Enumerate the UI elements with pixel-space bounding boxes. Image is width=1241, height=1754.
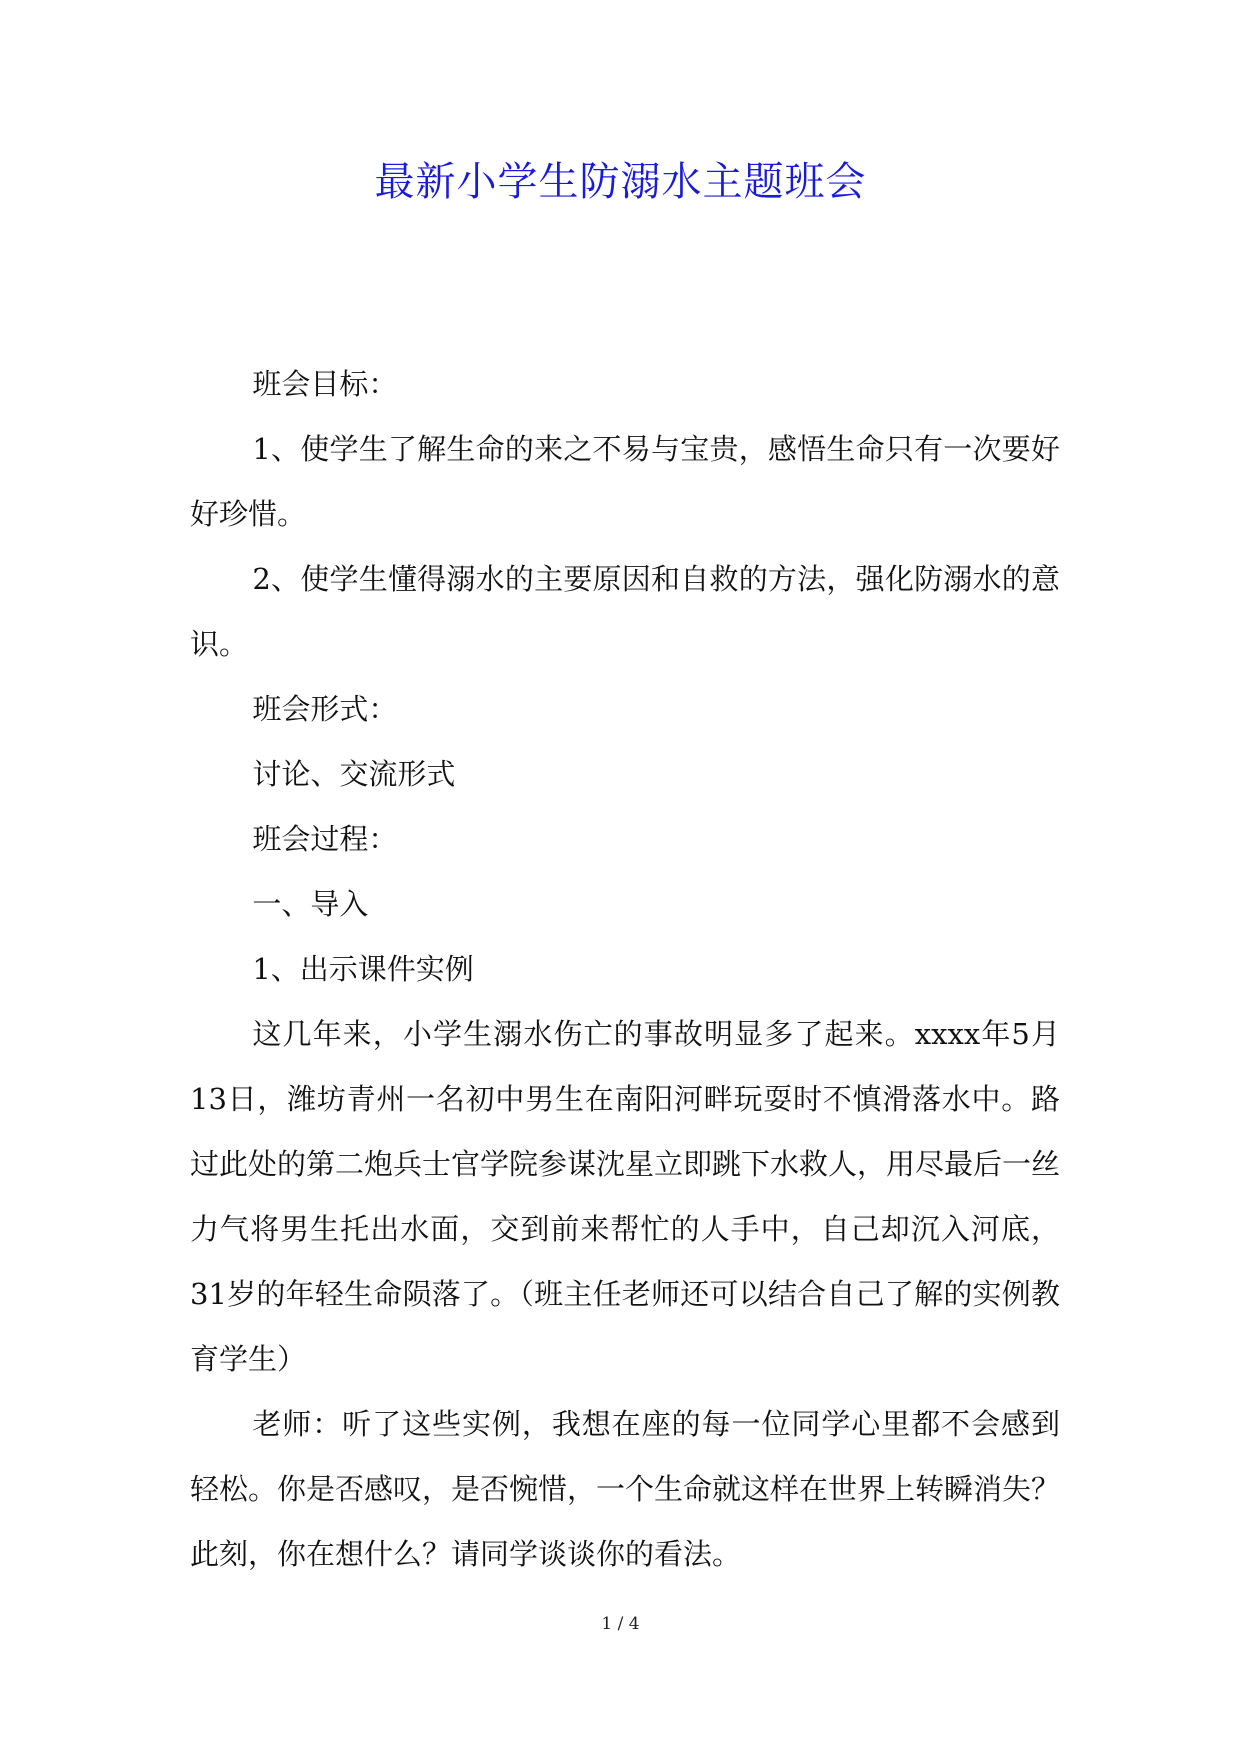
page-title: 最新小学生防溺水主题班会 — [374, 159, 867, 205]
paragraph-teacher-remark: 老师：听了这些实例，我想在座的每一位同学心里都不会感到轻松。你是否感叹，是否惋惜，一个生命就这样在世界上转瞬消失？此刻，你在想什么？请同学谈谈你的看法。 — [190, 1407, 1061, 1571]
paragraph-show-example: 1、出示课件实例 — [252, 952, 474, 986]
paragraph-format-heading: 班会形式： — [252, 692, 398, 726]
page-number: 1 / 4 — [601, 1614, 640, 1634]
paragraph-format: 讨论、交流形式 — [252, 757, 456, 791]
paragraph-example-story: 这几年来，小学生溺水伤亡的事故明显多了起来。xxxx年5月13日，潍坊青州一名初中男生在南阳河畔玩耍时不慎滑落水中。路过此处的第二炮兵士官学院参谋沈星立即跳下水救人，用尽最后一丝力气将男生托出水面，交到前来帮忙的人手中，自己却沉入河底，31岁的年轻生命陨落了。（班主任老师还可以结合自己了解的实例教育学生） — [190, 1017, 1061, 1376]
document-body — [190, 352, 1060, 1587]
paragraph-section-intro: 一、导入 — [252, 887, 369, 921]
paragraph-process-heading: 班会过程： — [252, 822, 398, 856]
paragraph-goal-1: 1、使学生了解生命的来之不易与宝贵，感悟生命只有一次要好好珍惜。 — [190, 432, 1060, 531]
paragraph-goal-heading: 班会目标： — [252, 367, 398, 401]
paragraph-goal-2: 2、使学生懂得溺水的主要原因和自救的方法，强化防溺水的意识。 — [190, 562, 1060, 661]
